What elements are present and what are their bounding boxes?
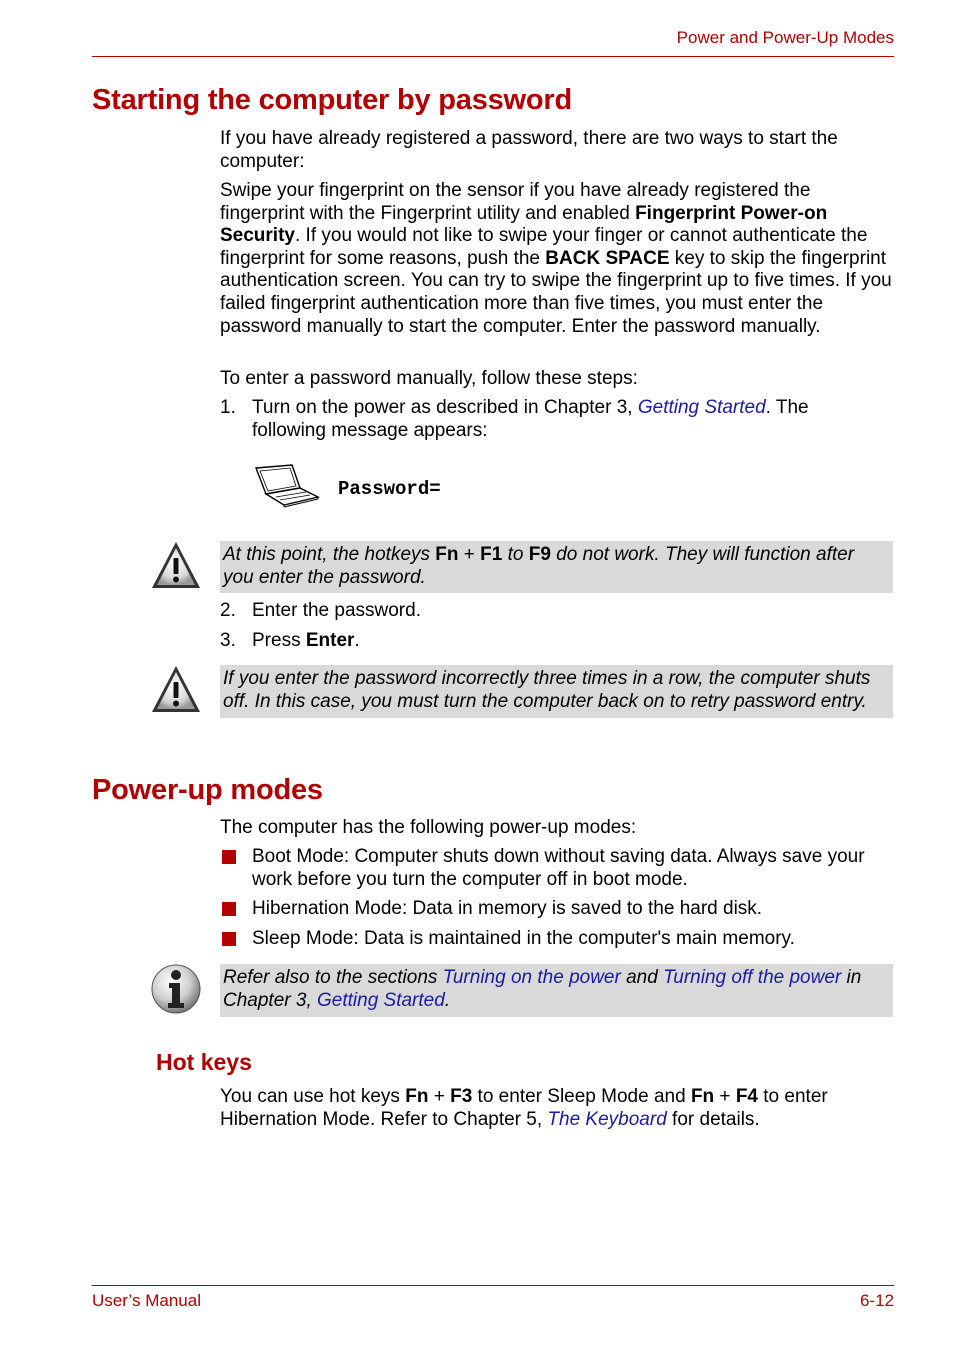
warning-icon	[150, 664, 202, 716]
section-heading-password: Starting the computer by password	[92, 84, 573, 116]
info-icon	[150, 962, 202, 1016]
bullet-sleep-mode: Sleep Mode: Data is maintained in the computer's main memory.	[252, 928, 795, 949]
footer-rule	[92, 1285, 894, 1286]
footer-manual-title: User’s Manual	[92, 1291, 201, 1310]
subsection-heading-hot-keys: Hot keys	[156, 1049, 252, 1075]
step-number: 3.	[220, 630, 236, 651]
laptop-icon	[254, 464, 320, 508]
note-hotkeys: At this point, the hotkeys Fn + F1 to F9 do not work. They will function after you enter the password.	[220, 541, 893, 593]
password-prompt: Password=	[338, 478, 441, 500]
bullet-marker	[222, 850, 236, 864]
section-heading-power-up: Power-up modes	[92, 774, 323, 806]
note-password-incorrect: If you enter the password incorrectly three times in a row, the computer shuts off. In this case, you must turn the computer back on to retry password entry.	[220, 665, 893, 718]
step-2-text: Enter the password.	[252, 600, 421, 621]
bullet-marker	[222, 902, 236, 916]
turning-off-power-link[interactable]: Turning off the power	[663, 967, 842, 988]
note-refer-sections: Refer also to the sections Turning on the power and Turning off the power in Chapter 3, Getting Started.	[220, 964, 893, 1017]
running-header: Power and Power-Up Modes	[676, 28, 894, 47]
bullet-boot-mode: Boot Mode: Computer shuts down without saving data. Always save your work before you turn the computer off in boot mode.	[252, 846, 865, 890]
warning-icon	[150, 540, 202, 592]
turning-on-power-link[interactable]: Turning on the power	[442, 967, 621, 988]
getting-started-link[interactable]: Getting Started	[317, 989, 445, 1011]
step-number: 2.	[220, 600, 236, 621]
step-1-text: Turn on the power as described in Chapter 3, Getting Started. The following message appears:	[252, 397, 809, 441]
swipe-paragraph: Swipe your fingerprint on the sensor if you have already registered the fingerprint with the Fingerprint utility and enabled Fingerprint Power-on Security. If you would not like to swipe your finger or cannot authenticate the fingerprint for some reasons, push the BACK SPACE key to skip the fingerprint authentication screen. You can try to swipe the fingerprint up to five times. If you failed fingerprint authentication more than five times, you must enter the password manually to start the computer. Enter the password manually.	[220, 180, 892, 337]
the-keyboard-link[interactable]: The Keyboard	[547, 1108, 667, 1130]
bullet-marker	[222, 932, 236, 946]
step-number: 1.	[220, 397, 236, 418]
steps-intro: To enter a password manually, follow these steps:	[220, 368, 638, 389]
bullet-hibernation-mode: Hibernation Mode: Data in memory is saved to the hard disk.	[252, 898, 763, 919]
hot-keys-paragraph: You can use hot keys Fn + F3 to enter Sleep Mode and Fn + F4 to enter Hibernation Mode. Refer to Chapter 5, The Keyboard for details.	[220, 1086, 828, 1130]
header-rule	[92, 56, 894, 57]
page-number: 6-12	[859, 1291, 894, 1310]
intro-paragraph: If you have already registered a password, there are two ways to start the computer:	[220, 128, 838, 172]
step-3-text: Press Enter.	[252, 630, 360, 651]
getting-started-link[interactable]: Getting Started	[637, 397, 766, 418]
power-up-intro: The computer has the following power-up modes:	[220, 817, 637, 838]
